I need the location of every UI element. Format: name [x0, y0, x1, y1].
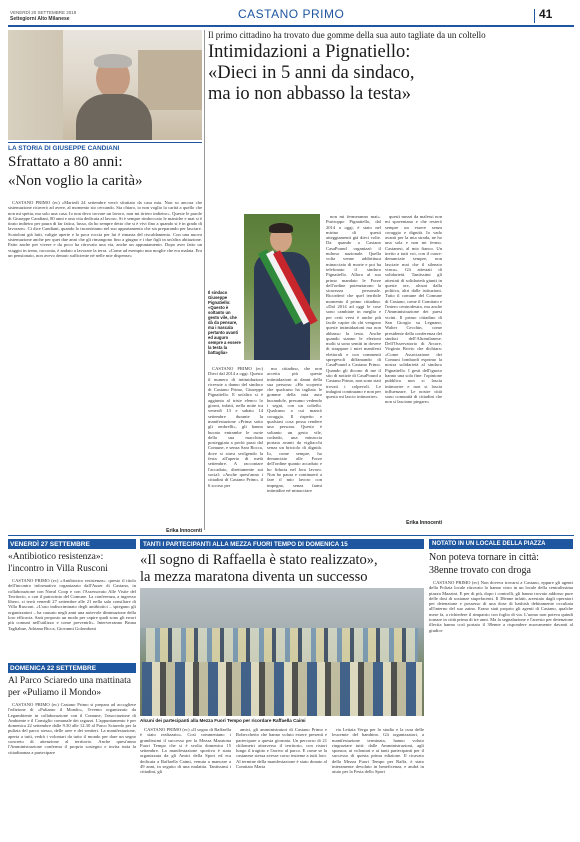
bc-headline-2: la mezza maratona diventa un successo	[140, 569, 368, 585]
main-col-2-text: mo cittadino, che non accetta più queste intimidazioni ai danni della sua persona: «Ho scoperto che qualcuno ha tagliato le gomme della mia auto bucandole, presumo vedendo i segni, con un coltello. Qualcuno a cui mancò coraggio. Il rispetto e qualsiasi cosa possa rendere una persona. Questo è soltanto un gesto vile, codardo, una minaccia portata avanti da vigliacchi senza un briciolo di dignità. Io, come sempre, ho denunciato alle Forze dell'ordine quanto accaduto e ho fiducia nel loro lavoro. Non ho paura e continuerò a fare il mio lavoro con impegno, senza farmi intimidire né minacciare	[267, 366, 322, 493]
bc-headline-1: «Il sogno di Raffaella è stato realizzato»,	[140, 552, 378, 568]
br-banner-text: NOTATO IN UN LOCALE DELLA PIAZZA	[432, 540, 546, 547]
marathon-photo-caption: Alcuni dei partecipanti alla Mezza Fuori Tempo per ricordare Raffaella Caimi	[140, 718, 306, 723]
header-date: VENERDÌ 20 SETTEMBRE 2019	[10, 10, 77, 15]
br-headline-2: 38enne trovato con droga	[429, 565, 531, 576]
page-number-divider	[534, 9, 535, 23]
bl2-headline-1: Al Parco Sciaredo una mattinata	[8, 676, 131, 686]
curtain-shape	[8, 30, 63, 140]
marathon-building	[140, 588, 424, 628]
left-headline-1: Sfrattato a 80 anni:	[8, 154, 123, 170]
left-body	[8, 200, 202, 520]
br-headline-1: Non poteva tornare in città:	[429, 552, 539, 563]
main-headline-2: «Dieci in 5 anni da sindaco,	[208, 63, 415, 83]
marathon-photo	[140, 588, 424, 716]
main-headline-3: ma io non abbasso la testa»	[208, 84, 411, 104]
mayor-photo-caption: Il sindaco Giuseppe Pignatiello: «Questo è soltanto un gesto vile, che dà da pensare, ma i nascala pertanto avanti ed auguro sempre a essere la testa la battaglia»	[208, 290, 241, 355]
bl2-date: DOMENICA 22 SETTEMBRE	[10, 664, 97, 672]
marathon-crowd-row-back	[146, 628, 418, 662]
left-body-text: CASTANO PRIMO (ec) «Martedì 24 settembre verrò sfrattato da casa mia. Non so ancora che sistemazione ricaverò ad avere, al momento sto cercando. Sia chiaro, io non voglio la carità a quello che non mi spetta, ma solo una casa. Io non devo trovare un lavoro, non mi tiriero indietro». Queste le parole di Giuseppe Candiani, 80 anni e una vita dedicata al lavoro. Si è sempre rimboccato le maniche e mai si è tirato indietro per paura di far fatica, lusso, da ho sempre detto che si è vivi fino a quando si è in grado di lavorare». Ci dice Candiani, quando lo incontriamo nel suo appartamento che sta preparando per lasciare. Scatoloni già fatti, valigie aperte e la poca roccia per lui è rimasta del riscaldamento. Con una nuova sistemazione anche per quei due anni che gli rimangono fino a giugno e i due figli in un'altra abitazione. Fatto anche per vivere e da poco ha ritrovato una via, anche un appuntamento. Dopo aver fatto un viaggio in treno, racconta, è andato a lavorare la terra. «Come ad esempio mia moglie che era malata. Era un pensionato, non avevo denaro sufficiente né nelle mie dispense»	[8, 200, 202, 258]
bc-col-3-text: ria Letizia Verga per lo studio e la cura delle leucemie del bambino. Gli organizzatori, a manifestazione terminata, hanno voluto ringraziare tutti: dalle Amministrazioni, agli sponsor, ai volontari e ai tanti partecipanti per il successo di questa prima edizione. Il ricavato della Mezza Fuori Tempo per Raffa, è stato interamente devoluto in beneficenza, e andrà in aiuto per la Festa dello Sport	[332, 727, 424, 775]
bl1-date: VENERDÌ 27 SETTEMBRE	[10, 540, 90, 548]
page-header	[8, 6, 574, 28]
br-banner	[429, 539, 573, 549]
main-signature: Erika Innocenti	[406, 520, 442, 526]
person-hair	[94, 54, 132, 68]
main-col-1-text: CASTANO PRIMO (ec) Dieci dal 2014 a oggi. Questo il numero di intimidazioni ricevute a danno del sindaco di Castano Primo, Giuseppe Pignatiello. E un'altra si è aggiunta al triste elenco lo giorni, infatti, nella notte tra venerdì 13 e sabato 14 settembre durante la manifestazione «Prima sotto gli ombrelli», gli hanno bucato entrambe le ruote della sua macchina posteggiata a pochi passi dal Comune, e senza Sara Rocca, dove si stava svolgendo la festa all'aperto di metà settembre. A raccontare l'accaduto, direttamente sui social: «Anche quest'anno i cittadini di Castano Primo, il 6 scorso per	[208, 366, 263, 488]
br-body-text: CASTANO PRIMO (ec) Non doveva trovarsi a Castano, eppure gli agenti della Polizia locale ritrovato lo hanno visto in un locale della centralissima piazza Mazzini. E per di più, dopo i controlli, gli hanno trovato addosso pure delle dosi di sostanze stupefacenti. Il 38enne infatti, arrestato dagli operatori per detenzione e possesso di una dose di hashish debitamente occultata all'interno del suo zaino. Erano stati proprio gli agenti di Castano, qualche mese fa, a richiedere il rimpatrio con foglio di via. L'uomo non poteva quindi tornare in città prima di tre anni. Ma la segnalazione e l'arresto per detenzione illecita hanno così portato il 38enne a rispondere nuovamente davanti al giudice	[429, 580, 573, 633]
bl2-date-banner	[8, 663, 136, 673]
header-rule	[8, 25, 574, 27]
bc-col-1-text: CASTANO PRIMO (ec) «Il sogno di Raffaella è stato realizzato». Così commentano i grandissimi il successo per la Mezza Maratona Fuori Tempo che si è svolta domenica 15 settembre. La manifestazione sportiva è stata organizzata da gli Amici della Sport ed era dedicata a Raffaella Caimi, venuta a mancare a 49 anni, in seguito di una malattia. Tantissimi i cittadini, gli	[140, 727, 231, 775]
shelf-shape	[138, 50, 202, 110]
bl1-date-banner	[8, 539, 136, 549]
main-col-4	[385, 214, 442, 524]
bl1-body	[8, 578, 136, 658]
main-col-1	[208, 366, 263, 524]
bc-col-3	[332, 727, 424, 833]
main-col-3	[326, 214, 381, 524]
left-signature: Erika Innocenti	[166, 528, 202, 534]
mayor-photo	[244, 214, 320, 360]
bc-col-1	[140, 727, 231, 833]
left-series-label: LA STORIA DI GIUSEPPE CANDIANI	[8, 145, 120, 152]
left-headline-2: «Non voglio la carità»	[8, 173, 143, 189]
br-body	[429, 580, 573, 834]
col-divider	[204, 30, 205, 530]
bl2-headline-2: per «Puliamo il Mondo»	[8, 688, 102, 698]
bl1-body-text: CASTANO PRIMO (ec) «Antibiotico resistenza»: questo il titolo dell'incontro informativo organizzato dall'Auser di Castano, in collaborazione con Naval Coop e con l'Assessorato Alle Visite del Territorio, o con il patrocinio del Comune. La conferenza, a ingresso libero, si terrà venerdì 27 settembre alle 21 nella sala consiliare di Villa Rusconi. «L'uso indiscriminato degli antibiotici – spiegano gli organizzatori – ha causato negli anni una notevole diminuzione della loro efficacia. Sarà proposto un modo per capire quali sono gli errori più comuni nell'utilizzo e come prevenirli». Interverranno Bruna Tagliabue, Adriana Bicca, Giovanni Golomboni	[8, 578, 136, 631]
bl2-body-text: CASTANO PRIMO (ec) Castano Primo si prepara ad accogliere l'edizione di «Puliamo il Mondo», l'evento organizzato da Legambiente in collaborazione con il Comune, l'associazione di Ambiente e il Consiglio comunale dei ragazzi. L'appuntamento è per domenica 22 settembre dalle 9.30 alle 12.30 al Parco Sciaredo per la pulizia del parco stesso, delle aree e dei sentieri. La manifestazione, aperta a tutti, vedrà i volontari da tutto il mondo per dare un segno concreto di attenzione al territorio. Anche quest'anno l'Amministrazione conferma il proprio sostegno e invita tutta la cittadinanza a partecipare	[8, 702, 136, 755]
header-publication: Settegiorni Alto Milanese	[10, 16, 70, 22]
section-title: CASTANO PRIMO	[238, 7, 345, 21]
candiani-photo	[8, 30, 202, 140]
main-kicker: Il primo cittadino ha trovato due gomme della sua auto tagliate da un coltello	[208, 30, 486, 40]
bl1-headline-1: «Antibiotico resistenza»:	[8, 552, 104, 562]
main-headline-1: Intimidazioni a Pignatiello:	[208, 42, 411, 62]
main-col-4-text: questi mezzi da malessi non mi spaventano e che resterò sempre un essere senza coraggio e dignità. Io vado avanti per la mia strada, ne ho una sola e non mi fermo. Castanesi, al mio fianco. Un invito a tutti voi, con il cuore: denunciate sempre, non lasciate mai che il silenzio vinca». Gli attestati di solidarietà. Tantissimi gli attestati di solidarietà giunti in queste ore, alcuni dalla politica, altri dalle istituzioni. Tutto il comune del Comune di Castano, come il Comitato e l'intero centrodestra, ma anche l'Amministrazione dei paesi vicini. Il primo cittadino di San Giorgio su Legnano, Walter Cecchin, come presidente della conferenza dei sindaci dell'Altomilanese. Dell'Osservatorio di Arcore, Virginio Brivio che dichiara: «Come Associazione dei Comuni lombardi esprimo la nostra solidarietà al sindaco Pignatiello. I gesti dell'ignoto hanno una sola fine: l'opinione pubblica non si lascia intimorire e non si lascia influenzare. Le nostre città sono comunità di cittadini che non si lasciano piegare»	[385, 214, 442, 405]
marathon-crowd-row-front	[142, 662, 422, 716]
bc-banner	[140, 539, 424, 549]
bc-col-2	[236, 727, 327, 833]
page-number: 41	[539, 7, 553, 21]
bc-col-2-text: amici, gli amministratori di Castano Primo e Robecchetto che hanno voluto essere presenti e partecipare a questa giornata. Un percorso di 21 chilometri attraverso il territorio, con ristori lungo il tragitto e l'arrivo al parco. E come se la castanese stessa avesse corso insieme a tutti loro. Al termine della manifestazione è stato donato al Comitato Maria	[236, 727, 327, 770]
main-col-3-text: non mi fermeranno mai». Purtroppo Pignatiello, dal 2014 a oggi, è stato nel mirino di questi atteggiamenti già dieci volte. Da quando a Castano CasaPound organizzò il nuhoso nazionale. Quella volta venne addirittura minacciato di morte e poi ha telefonato il sindaco Pignatiello. Allora al suo primo mandato le Forze dell'ordine potenziarono la sicurezza personale. Ricorderò che quel terribile momento il primo cittadino. «Dal 2014 ad oggi le cose sono cambiate in meglio e per certi versi è anche più facile capire da chi vengono queste intimidazioni ma non abbasso la testa. Anche quando stanno le elezioni molti si sono sentiti in dovere di strappare i miei manifesti elettorali e con commenti spregevoli diffamando di CasaPound a Castano Primo. Quando gli dicono di me il sito di notizie di CasaPound a Castano Primo, non sono stati trovati i colpevoli. Le indagini continuano e non per questo mi lascio intimorire»	[326, 214, 381, 400]
left-rule	[8, 142, 202, 143]
bottom-separator	[8, 535, 574, 536]
person-body	[76, 94, 152, 140]
main-col-2	[267, 366, 322, 524]
bl2-body	[8, 702, 136, 832]
bl1-headline-2: l'incontro in Villa Rusconi	[8, 564, 108, 574]
bc-banner-text: TANTI I PARTECIPANTI ALLA MEZZA FUORI TEMPO DI DOMENICA 15	[143, 540, 348, 548]
mayor-hair	[269, 223, 293, 233]
